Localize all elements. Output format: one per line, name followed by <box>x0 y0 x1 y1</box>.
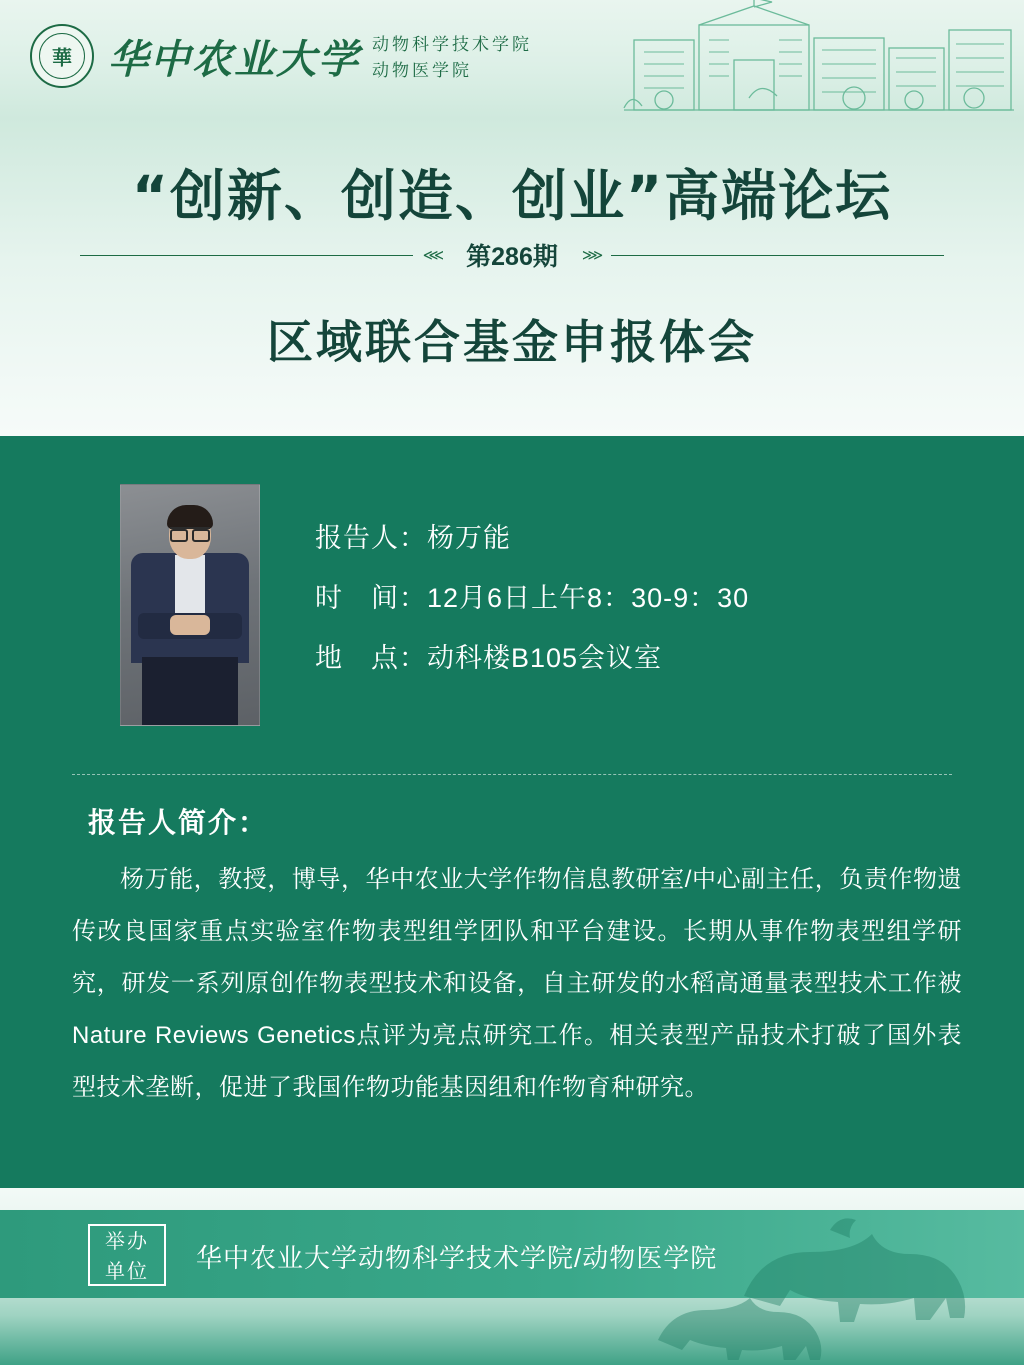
footer-section <box>0 1188 1024 1365</box>
page-title: “创新、创造、创业”高端论坛 <box>131 164 893 228</box>
section-divider <box>72 774 952 775</box>
talk-time-line: 时 间：12月6日上午8：30-9：30 <box>315 583 750 613</box>
title-section <box>0 118 1024 436</box>
organizer-name: 华中农业大学动物科学技术学院/动物医学院 <box>196 1243 718 1273</box>
issue-rule-right <box>611 255 944 256</box>
bio-paragraph: 杨万能，教授，博导，华中农业大学作物信息教研室/中心副主任，负责作物遗传改良国家重点实验室作物表型组学团队和平台建设。长期从事作物表型组学研究，研发一系列原创作物表型技术和设备，自主研发的水稻高通量表型技术工作被Nature Reviews Genetics点评为亮点研究工作。相关表型产品技术打破了国外表型技术垄断，促进了我国作物功能基因组和作物育种研究。 <box>72 866 962 1101</box>
speaker-name-line: 报告人：杨万能 <box>315 523 511 553</box>
talk-location-line: 地 点：动科楼B105会议室 <box>315 643 663 673</box>
speaker-block <box>120 484 749 726</box>
issue-number: 第286期 <box>466 243 558 271</box>
portrait-hair <box>167 505 213 529</box>
content-section <box>0 436 1024 1188</box>
issue-rule-left <box>80 255 413 256</box>
college-line-2: 动物医学院 <box>372 61 472 80</box>
header-band <box>0 0 1024 118</box>
university-name: 华中农业大学 <box>108 35 360 83</box>
campus-building-line-art-icon <box>604 0 1024 118</box>
organizer-tag-line-2: 单位 <box>105 1261 149 1283</box>
university-branding <box>30 24 532 88</box>
portrait-hands <box>170 615 210 635</box>
seal-glyph: 華 <box>52 45 72 70</box>
cattle-silhouette-icon <box>594 1200 1024 1360</box>
chevron-right-icon: ⋙ <box>581 247 602 264</box>
college-names <box>372 28 532 84</box>
portrait-glasses <box>170 527 210 539</box>
speaker-portrait-photo <box>120 484 260 726</box>
bio-heading: 报告人简介： <box>88 807 269 838</box>
portrait-legs <box>142 657 238 725</box>
talk-details <box>315 484 749 726</box>
issue-row <box>80 240 944 270</box>
chevron-left-icon: ⋘ <box>422 247 443 264</box>
organizer-tag <box>88 1224 166 1286</box>
college-line-1: 动物科学技术学院 <box>372 35 532 54</box>
university-seal-icon <box>30 24 94 88</box>
organizer-tag-line-1: 举办 <box>105 1231 149 1253</box>
page-subtitle: 区域联合基金申报体会 <box>267 315 757 369</box>
